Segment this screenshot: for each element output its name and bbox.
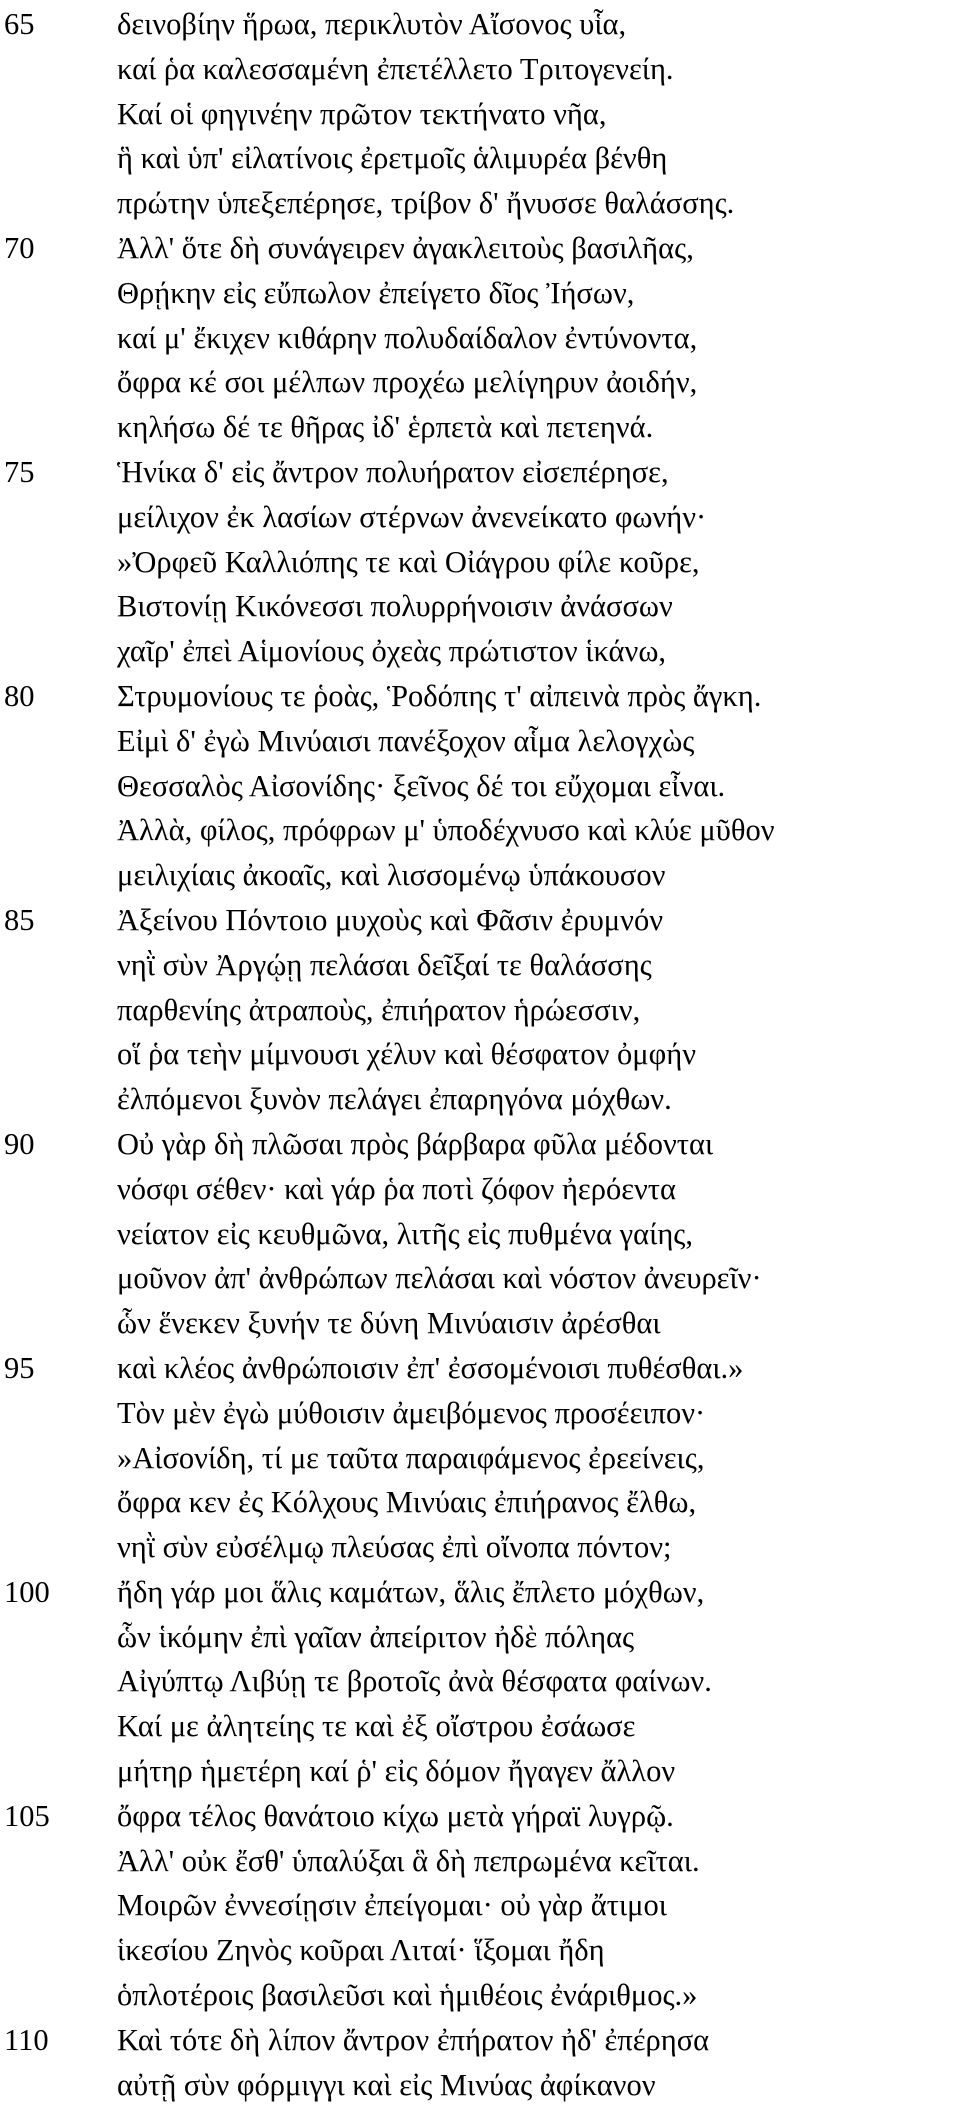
verse-line [0,1480,960,1525]
verse-text: ἣ καὶ ὑπ' εἰλατίνοις ἐρετμοῖς ἁλιμυρέα βένθη [117,141,668,176]
verse-line [0,1659,960,1704]
verse-line [0,1032,960,1077]
verse-text: νείατον εἰς κευθμῶνα, λιτῆς εἰς πυθμένα γαίης, [117,1216,693,1251]
verse-text: ὧν ἕνεκεν ξυνήν τε δύνη Μινύαισιν ἀρέσθαι [117,1306,661,1341]
verse-text: ὄφρα κεν ἐς Κόλχους Μινύαις ἐπιήρανος ἔλθω, [117,1485,697,1520]
verse-line [0,764,960,809]
line-number: 75 [4,454,35,489]
verse-line [0,1839,960,1884]
verse-text: ὧν ἱκόμην ἐπὶ γαῖαν ἀπείριτον ἠδὲ πόληας [117,1619,635,1654]
verse-text: δεινοβίην ἥρωα, περικλυτὸν Αἴσονος υἷα, [117,7,627,41]
verse-text: Στρυμονίους τε ῥοὰς, Ῥοδόπης τ' αἰπεινὰ πρὸς ἄγκη. [117,678,762,713]
verse-line [0,47,960,92]
verse-line [0,495,960,540]
verse-line [0,808,960,853]
verse-text: κηλήσω δέ τε θῆρας ἰδ' ἑρπετὰ καὶ πετεηνά. [117,410,654,445]
verse-line [0,1794,960,1839]
verse-line [0,2018,960,2063]
verse-text: καί ῥα καλεσσαμένη ἐπετέλλετο Τριτογενείη. [117,51,674,86]
verse-text: Ἀλλὰ, φίλος, πρόφρων μ' ὑποδέχνυσο καὶ κλύε μῦθον [117,813,775,848]
line-number: 100 [4,1574,50,1609]
verse-line [0,2,960,47]
line-number: 70 [4,230,35,265]
verse-text: μοῦνον ἀπ' ἀνθρώπων πελάσαι καὶ νόστον ἀνευρεῖν· [117,1261,762,1296]
verse-text: Αἰγύπτῳ Λιβύῃ τε βροτοῖς ἀνὰ θέσφατα φαίνων. [117,1664,712,1699]
line-number: 110 [4,2022,49,2057]
verse-text: καὶ κλέος ἀνθρώποισιν ἐπ' ἐσσομένοισι πυθέσθαι.» [117,1350,744,1385]
verse-text: Ἡνίκα δ' εἰς ἄντρον πολυήρατον εἰσεπέρησε, [117,454,669,489]
verse-text: Εἰμὶ δ' ἐγὼ Μινύαισι πανέξοχον αἷμα λελογχὼς [117,723,695,758]
verse-text: ὄφρα κέ σοι μέλπων προχέω μελίγηρυν ἀοιδήν, [117,365,698,400]
verse-text: Θρῄκην εἰς εὔπωλον ἐπείγετο δῖος Ἰήσων, [117,275,635,310]
verse-line [0,1749,960,1794]
verse-line [0,1436,960,1481]
verse-line [0,674,960,719]
verse-text: νηῒ σὺν εὐσέλμῳ πλεύσας ἐπὶ οἴνοπα πόντον; [117,1530,672,1565]
verse-text: ἐλπόμενοι ξυνὸν πελάγει ἐπαρηγόνα μόχθων. [117,1082,672,1117]
verse-line [0,271,960,316]
verse-text: Καί με ἀλητείης τε καὶ ἐξ οἴστρου ἐσάωσε [117,1709,636,1744]
verse-line [0,405,960,450]
verse-line [0,1346,960,1391]
verse-line [0,1525,960,1570]
poem-text [0,2,960,2107]
line-number: 80 [4,678,35,713]
verse-line [0,316,960,361]
verse-line [0,226,960,271]
verse-line [0,1167,960,1212]
verse-line [0,1256,960,1301]
verse-text: πρώτην ὑπεξεπέρησε, τρίβον δ' ἤνυσσε θαλάσσης. [117,186,735,221]
verse-text: ἱκεσίου Ζηνὸς κοῦραι Λιταί· ἵξομαι ἤδη [117,1933,605,1968]
verse-text: Καὶ τότε δὴ λίπον ἄντρον ἐπήρατον ἠδ' ἐπέρησα [117,2022,710,2057]
verse-line [0,988,960,1033]
verse-line [0,1301,960,1346]
verse-text: ὄφρα τέλος θανάτοιο κίχω μετὰ γήραϊ λυγρῷ. [117,1798,674,1833]
line-number: 85 [4,902,35,937]
verse-text: Καί οἱ φηγινέην πρῶτον τεκτήνατο νῆα, [117,96,607,131]
verse-text: Ἀλλ' οὐκ ἔσθ' ὑπαλύξαι ἃ δὴ πεπρωμένα κεῖται. [117,1843,700,1878]
verse-text: αὐτῇ σὺν φόρμιγγι καὶ εἰς Μινύας ἀφίκανον [117,2067,656,2102]
verse-line [0,2063,960,2107]
verse-text: ὁπλοτέροις βασιλεῦσι καὶ ἡμιθέοις ἐνάριθμος.» [117,1978,698,2013]
verse-text: Ἀξείνου Πόντοιο μυχοὺς καὶ Φᾶσιν ἐρυμνόν [117,902,663,937]
verse-line [0,1212,960,1257]
verse-text: »Ὀρφεῦ Καλλιόπης τε καὶ Οἰάγρου φίλε κοῦρε, [117,544,700,579]
line-number: 65 [4,7,35,41]
verse-text: Μοιρῶν ἐννεσίῃσιν ἐπείγομαι· οὐ γὰρ ἄτιμοι [117,1888,667,1923]
verse-text: μείλιχον ἐκ λασίων στέρνων ἀνενείκατο φωνήν· [117,499,707,534]
verse-line [0,1704,960,1749]
verse-line [0,450,960,495]
verse-text: παρθενίης ἀτραποὺς, ἐπιήρατον ἡρώεσσιν, [117,992,641,1027]
verse-line [0,584,960,629]
verse-line [0,136,960,181]
line-number: 105 [4,1798,50,1833]
verse-line [0,1615,960,1660]
verse-line [0,1122,960,1167]
verse-text: χαῖρ' ἐπεὶ Αἱμονίους ὀχεὰς πρώτιστον ἱκάνω, [117,634,667,669]
verse-text: οἵ ῥα τεὴν μίμνουσι χέλυν καὶ θέσφατον ὀμφήν [117,1037,696,1072]
verse-line [0,360,960,405]
verse-line [0,898,960,943]
verse-text: νηῒ σὺν Ἀργῴῃ πελάσαι δεῖξαί τε θαλάσσης [117,947,652,982]
verse-line [0,1570,960,1615]
verse-line [0,629,960,674]
verse-line [0,1883,960,1928]
line-number: 95 [4,1350,35,1385]
verse-line [0,1391,960,1436]
verse-line [0,540,960,585]
verse-line [0,181,960,226]
verse-text: Οὐ γὰρ δὴ πλῶσαι πρὸς βάρβαρα φῦλα μέδονται [117,1126,714,1161]
verse-text: Βιστονίῃ Κικόνεσσι πολυρρήνοισιν ἀνάσσων [117,589,673,624]
verse-text: Τὸν μὲν ἐγὼ μύθοισιν ἀμειβόμενος προσέειπον· [117,1395,706,1430]
verse-line [0,92,960,137]
verse-text: ἤδη γάρ μοι ἅλις καμάτων, ἅλις ἔπλετο μόχθων, [117,1574,705,1609]
verse-line [0,1077,960,1122]
verse-text: Ἀλλ' ὅτε δὴ συνάγειρεν ἀγακλειτοὺς βασιλῆας, [117,230,694,265]
verse-line [0,943,960,988]
verse-line [0,719,960,764]
verse-text: νόσφι σέθεν· καὶ γάρ ῥα ποτὶ ζόφον ἠερόεντα [117,1171,677,1206]
verse-text: μήτηρ ἡμετέρη καί ῥ' εἰς δόμον ἤγαγεν ἄλλον [117,1754,676,1789]
verse-line [0,1928,960,1973]
verse-line [0,1973,960,2018]
verse-text: »Αἰσονίδη, τί με ταῦτα παραιφάμενος ἐρεείνεις, [117,1440,705,1475]
line-number: 90 [4,1126,35,1161]
verse-text: Θεσσαλὸς Αἰσονίδης· ξεῖνος δέ τοι εὔχομαι εἶναι. [117,768,726,803]
verse-line [0,853,960,898]
verse-text: καί μ' ἔκιχεν κιθάρην πολυδαίδαλον ἐντύνοντα, [117,320,698,355]
verse-text: μειλιχίαις ἀκοαῖς, καὶ λισσομένῳ ὑπάκουσον [117,858,666,893]
